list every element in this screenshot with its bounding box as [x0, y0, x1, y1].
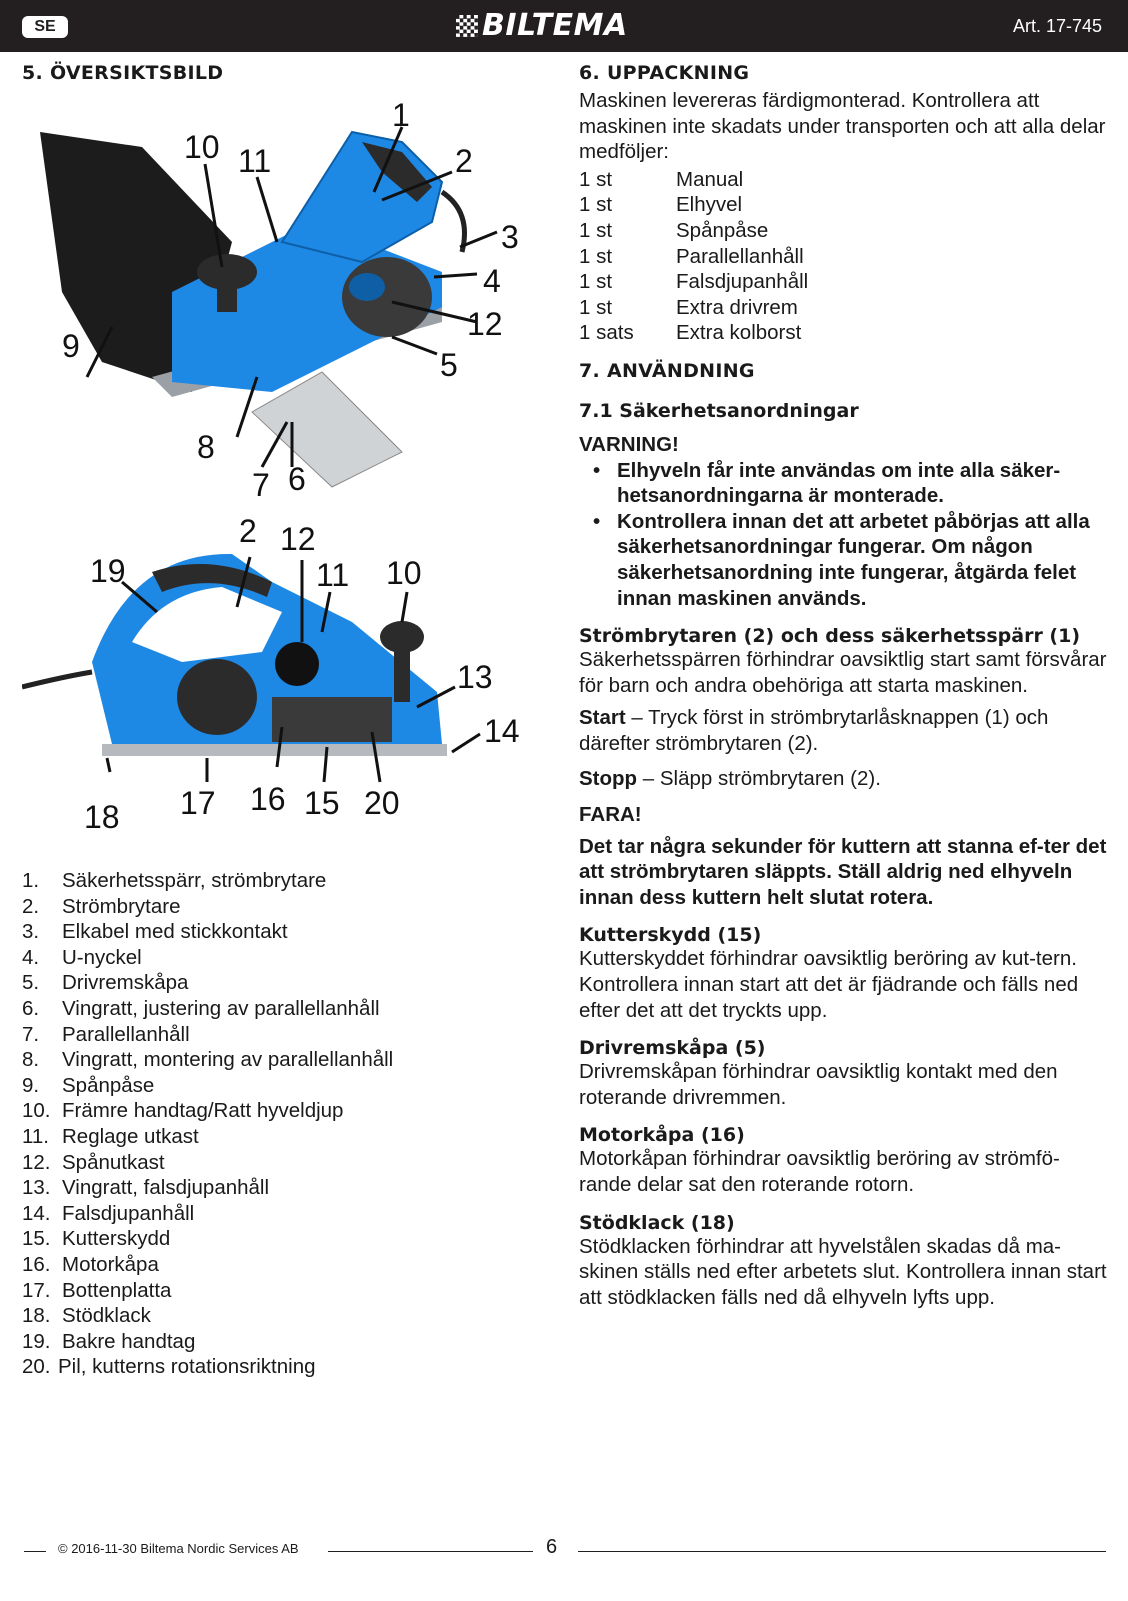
list-item: 13. Vingratt, falsdjupanhåll [22, 1176, 270, 1200]
list-item: 1 st Spånpåse [579, 218, 769, 242]
section-6-title: 6. UPPACKNING [579, 62, 750, 84]
callout-2: 2 [455, 143, 473, 179]
danger-text: Det tar några sekunder för kuttern att stanna ef-ter det att strömbrytaren släppts. Ställ aldrig ned elhyveln innan dess kuttern helt slutat rotera. [579, 834, 1107, 909]
callout-13: 13 [457, 659, 493, 695]
switch-text: Säkerhetsspärren förhindrar oavsiktlig start samt försvårar för barn och andra obehöriga att starta maskinen. [579, 648, 1107, 697]
page-header [0, 0, 1128, 52]
guard-text: Kutterskyddet förhindrar oavsiktlig beröring av kut-tern. Kontrollera innan start att det är fjädrande och fälls ned efter det att det tryckts upp. [579, 947, 1079, 1022]
chip-outlet-shape [275, 642, 319, 686]
chip-outlet-shape [349, 273, 385, 301]
callout-16: 16 [250, 781, 286, 817]
list-item: 15. Kutterskydd [22, 1227, 171, 1251]
callout-12: 12 [467, 306, 503, 342]
stop-instruction [579, 766, 1107, 792]
callout-19: 19 [90, 553, 126, 589]
start-instruction [579, 705, 1107, 756]
brand-name: BILTEMA [482, 8, 628, 43]
callout-2: 2 [239, 513, 257, 549]
motor-cover-shape [177, 659, 257, 735]
list-item: 16. Motorkåpa [22, 1252, 159, 1276]
callout-20: 20 [364, 785, 400, 821]
callout-12: 12 [280, 521, 316, 557]
belt-cover-text: Drivremskåpan förhindrar oavsiktlig kontakt med den roterande drivremmen. [579, 1060, 1058, 1109]
list-item: 6. Vingratt, justering av parallellanhåll [22, 996, 380, 1020]
footer-copyright: © 2016-11-30 Biltema Nordic Services AB [58, 1541, 299, 1556]
list-item: 17. Bottenplatta [22, 1278, 172, 1302]
list-item: 5. Drivremskåpa [22, 971, 189, 995]
switch-heading: Strömbrytaren (2) och dess säkerhetsspärr (1) [579, 625, 1081, 648]
callout-11: 11 [316, 557, 350, 593]
stop-label: Stopp [579, 767, 638, 791]
list-item: 1 st Parallellanhåll [579, 244, 804, 268]
front-knob-stem [394, 647, 410, 702]
cable-shape [442, 192, 465, 252]
page-number: 6 [546, 1536, 558, 1558]
list-item: 11. Reglage utkast [22, 1124, 199, 1148]
parts-list [22, 868, 542, 1380]
danger-heading: FARA! [579, 803, 642, 827]
section-7-title: 7. ANVÄNDNING [579, 359, 755, 382]
list-item: 8. Vingratt, montering av parallellanhåll [22, 1048, 394, 1072]
list-item: 18. Stödklack [22, 1304, 151, 1328]
motor-cover-heading: Motorkåpa (16) [579, 1124, 745, 1147]
start-label: Start [579, 706, 626, 730]
list-item: 1 st Extra drivrem [579, 295, 798, 319]
callout-10: 10 [184, 129, 220, 165]
list-item: 4. U-nyckel [22, 945, 142, 969]
callout-4: 4 [483, 263, 501, 299]
list-item: 1 sats Extra kolborst [579, 321, 802, 345]
front-knob-stem [217, 272, 237, 312]
footer-rule-left [24, 1551, 46, 1552]
list-item: 2. Strömbrytare [22, 894, 181, 918]
foot-heading: Stödklack (18) [579, 1211, 735, 1234]
callout-6: 6 [288, 461, 306, 497]
left-column [22, 62, 542, 84]
list-item: 19. Bakre handtag [22, 1329, 196, 1353]
foot-text: Stödklacken förhindrar att hyvelstålen skadas då ma-skinen ställs ned efter arbetets slut. Kontrollera innan start att stödklacken fälls ned då elhyveln lyfts upp. [579, 1234, 1107, 1309]
callout-11: 11 [238, 143, 272, 179]
callout-8: 8 [197, 429, 215, 465]
callout-9: 9 [62, 328, 80, 364]
warning-heading: VARNING! [579, 432, 679, 456]
list-item: 1. Säkerhetsspärr, strömbrytare [22, 869, 327, 892]
callout-14: 14 [484, 713, 520, 749]
footer-rule-right [578, 1551, 1106, 1552]
motor-cover-text: Motorkåpan förhindrar oavsiktlig beröring av strömfö-rande delar sat den roterande rotorn. [579, 1147, 1060, 1196]
checkered-flag-icon [456, 15, 478, 37]
article-number: Art. 17-745 [1012, 16, 1102, 36]
planer-overview-figure-2 [22, 512, 542, 842]
list-item: 20. Pil, kutterns rotationsriktning [22, 1355, 316, 1379]
list-item: 1 st Falsdjupanhåll [579, 270, 809, 294]
callout-10: 10 [386, 555, 422, 591]
right-column [579, 62, 1107, 1310]
stop-text: – Släpp strömbrytaren (2). [637, 767, 881, 791]
list-item: 10. Främre handtag/Ratt hyveldjup [22, 1099, 344, 1123]
cable-shape [22, 672, 92, 687]
list-item: • Kontrollera innan det att arbetet påbörjas att alla säkerhetsanordningar fungerar. Om någon säkerhetsanordning inte fungerar, åtgärda felet innan maskinen används. [579, 509, 1107, 611]
base-plate-shape [102, 744, 447, 756]
list-item: 7. Parallellanhåll [22, 1022, 190, 1046]
guard-heading: Kutterskydd (15) [579, 924, 762, 947]
callout-5: 5 [440, 347, 458, 383]
list-item: 12. Spånutkast [22, 1150, 165, 1174]
start-text: – Tryck först in strömbrytarlåsknappen (1) och därefter strömbrytaren (2). [579, 706, 1049, 755]
callout-3: 3 [501, 219, 519, 255]
planer-overview-figure-1 [22, 92, 542, 502]
belt-cover-heading: Drivremskåpa (5) [579, 1037, 766, 1060]
list-item: 1 st Elhyvel [579, 193, 743, 217]
warning-bullets [579, 458, 1107, 612]
list-item: 9. Spånpåse [22, 1073, 155, 1097]
callout-7: 7 [252, 467, 270, 502]
list-item: 14. Falsdjupanhåll [22, 1201, 195, 1225]
list-item: 1 st Manual [579, 167, 744, 191]
section-5-title: 5. ÖVERSIKTSBILD [22, 62, 224, 84]
callout-17: 17 [180, 785, 216, 821]
list-item: 3. Elkabel med stickkontakt [22, 920, 288, 944]
unpacking-intro: Maskinen levereras färdigmonterad. Kontrollera att maskinen inte skadats under transporten och att alla delar medföljer: [579, 89, 1106, 164]
list-item: • Elhyveln får inte användas om inte alla säker-hetsanordningarna är monterade. [579, 458, 1107, 509]
callout-1: 1 [392, 97, 410, 133]
package-contents-list [579, 167, 1107, 346]
subsection-7-1-title: 7.1 Säkerhetsanordningar [579, 399, 859, 422]
brand-logo [456, 10, 671, 42]
language-badge: SE [22, 16, 68, 38]
callout-15: 15 [304, 785, 340, 821]
footer-rule-mid [328, 1551, 533, 1552]
callout-18: 18 [84, 799, 120, 835]
